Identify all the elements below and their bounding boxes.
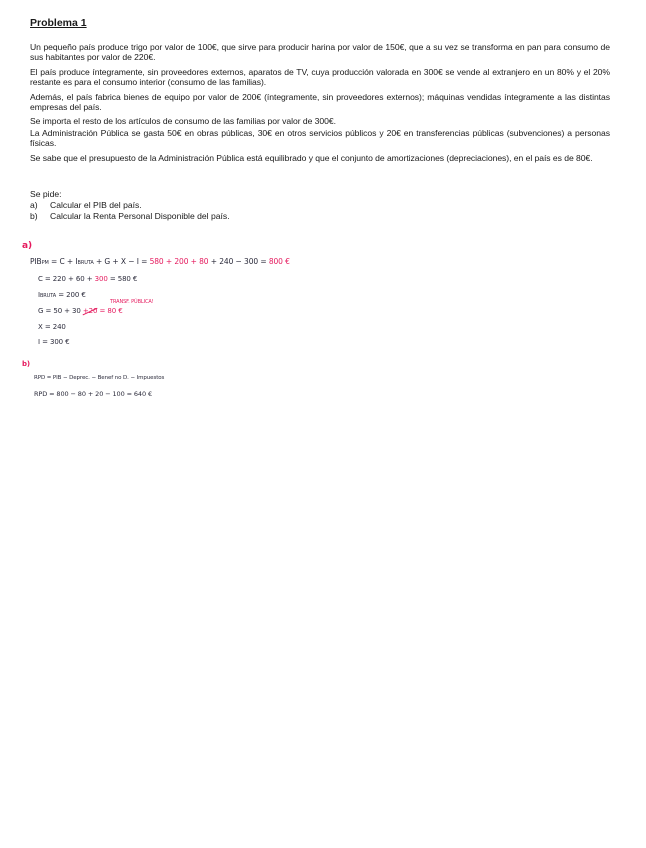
question-label: a) bbox=[30, 200, 38, 210]
pib-result: 800 € bbox=[268, 257, 290, 266]
pib-equation bbox=[30, 257, 290, 266]
investment-line bbox=[38, 291, 86, 299]
consumption-line bbox=[38, 275, 137, 283]
pib-formula-rest: + G + X − I = bbox=[95, 257, 148, 266]
consumption-imports: 300 bbox=[94, 275, 108, 283]
transfer-note: TRANSF. PÚBLICA! bbox=[110, 299, 154, 305]
exports-line: X = 240 bbox=[38, 323, 66, 331]
se-pide-heading: Se pide: bbox=[30, 189, 62, 199]
pib-formula: = C + I bbox=[51, 257, 78, 266]
government-terms: G = 50 + 30 bbox=[38, 307, 81, 315]
pib-value-consumption: 580 + 200 + bbox=[149, 257, 197, 266]
investment-subscript: BRUTA bbox=[77, 260, 94, 266]
question-b bbox=[30, 211, 230, 221]
problem-title: Problema 1 bbox=[30, 17, 87, 29]
government-line bbox=[38, 307, 123, 315]
statement-paragraph: La Administración Pública se gasta 50€ en obras públicas, 30€ en otros servicios públicos y 20€ en transferencias públicas (subvenciones) a personas físicas. bbox=[30, 128, 610, 149]
pib-values-rest: + 240 − 300 = bbox=[210, 257, 267, 266]
consumption-result: = 580 € bbox=[109, 275, 138, 283]
question-text: Calcular el PIB del país. bbox=[50, 200, 142, 210]
statement-paragraph: Un pequeño país produce trigo por valor de 100€, que sirve para producir harina por valor de 150€, que a su vez se transforma en pan para consumo de sus habitantes por valor de 220€. bbox=[30, 42, 610, 63]
statement-paragraph: Se importa el resto de los artículos de consumo de las familias por valor de 300€. bbox=[30, 116, 336, 126]
pib-subscript: PM bbox=[41, 260, 49, 266]
government-result: = 80 € bbox=[99, 307, 123, 315]
statement-paragraph: Se sabe que el presupuesto de la Administración Pública está equilibrado y que el conjunto de amortizaciones (depreciaciones), en el país es de 80€. bbox=[30, 153, 593, 163]
pib-symbol: PIB bbox=[30, 257, 42, 266]
consumption-terms: C = 220 + 60 + bbox=[38, 275, 93, 283]
pib-value-g: 80 bbox=[199, 257, 209, 266]
answer-b-label: b) bbox=[22, 360, 31, 368]
question-a bbox=[30, 200, 142, 210]
question-text: Calcular la Renta Personal Disponible del país. bbox=[50, 211, 230, 221]
rpd-values: RPD = 800 − 80 + 20 − 100 = 640 € bbox=[34, 390, 152, 398]
answer-a-label: a) bbox=[22, 241, 32, 251]
rpd-formula: RPD = PIB − Deprec. − Benef no D. − Impuestos bbox=[34, 375, 165, 381]
investment-symbol: I bbox=[38, 291, 40, 299]
investment-subscript: BRUTA bbox=[39, 293, 57, 299]
statement-paragraph: Además, el país fabrica bienes de equipo por valor de 200€ (íntegramente, sin proveedores externos); máquinas vendidas íntegramente a las distintas empresas del país. bbox=[30, 92, 610, 113]
struck-transfer: +20 bbox=[82, 307, 98, 315]
question-label: b) bbox=[30, 211, 38, 221]
imports-line: I = 300 € bbox=[38, 338, 70, 346]
investment-value: = 200 € bbox=[58, 291, 86, 299]
statement-paragraph: El país produce íntegramente, sin proveedores externos, aparatos de TV, cuya producción valorada en 300€ se vende al extranjero en un 80% y el 20% restante es para el consumo interior (consumo de las familias). bbox=[30, 67, 610, 88]
